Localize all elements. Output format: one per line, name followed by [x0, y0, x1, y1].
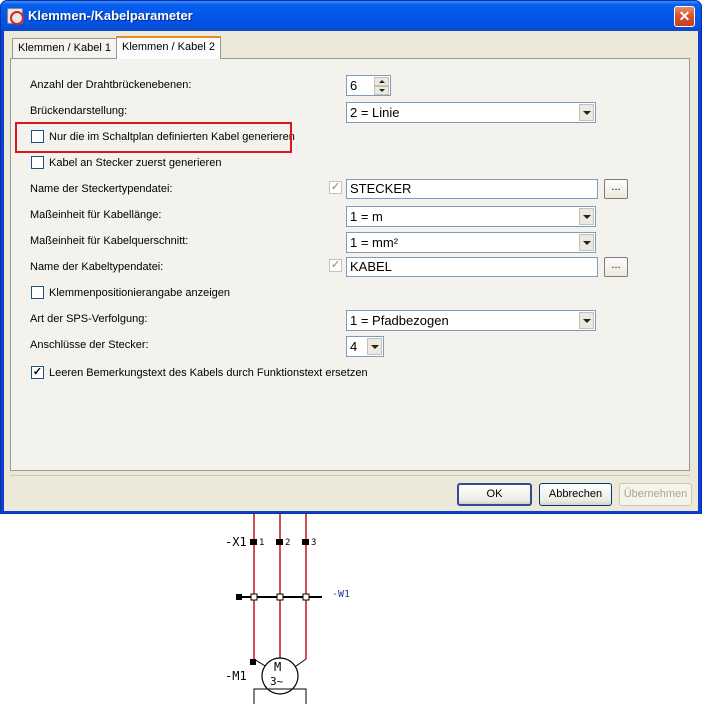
motor-letter: M	[274, 660, 282, 674]
kabeltyp-browse-button[interactable]: ...	[604, 257, 628, 277]
darstellung-value: 2 = Linie	[350, 105, 400, 120]
dialog-client	[4, 31, 698, 511]
uebernehmen-button[interactable]: Übernehmen	[619, 483, 692, 506]
laenge-select[interactable]	[346, 206, 596, 227]
anzahl-value: 6	[350, 78, 358, 93]
leeren-checkbox[interactable]: ✓	[32, 366, 43, 378]
motor-label: -M1	[225, 669, 247, 683]
anschluesse-select[interactable]	[346, 336, 384, 357]
terminal-number-2: 2	[285, 538, 291, 548]
title-bar[interactable]	[1, 1, 701, 31]
chevron-down-icon[interactable]	[579, 104, 594, 121]
steckertyp-label: Name der Steckertypendatei:	[30, 183, 173, 195]
motor-marker	[250, 659, 256, 665]
wires	[254, 514, 306, 659]
chevron-down-icon[interactable]	[367, 338, 382, 355]
button-separator	[10, 475, 690, 476]
steckertyp-browse-button[interactable]: ...	[604, 179, 628, 199]
sps-select[interactable]	[346, 310, 596, 331]
ok-button[interactable]: OK	[457, 483, 532, 506]
querschnitt-label: Maßeinheit für Kabelquerschnitt:	[30, 235, 189, 247]
motor-phase: 3~	[270, 675, 284, 688]
steckertyp-checkbox[interactable]: ✓	[330, 181, 341, 193]
abbrechen-button[interactable]: Abbrechen	[539, 483, 612, 506]
kabeltyp-input[interactable]: KABEL	[346, 257, 598, 277]
chevron-down-icon[interactable]	[579, 208, 594, 225]
tab-klemmen-kabel-1[interactable]: Klemmen / Kabel 1	[12, 38, 117, 58]
stecker-zuerst-label: Kabel an Stecker zuerst generieren	[49, 157, 222, 169]
anzahl-label: Anzahl der Drahtbrückenebenen:	[30, 79, 192, 91]
spin-up-icon[interactable]	[374, 77, 389, 86]
kabeltyp-label: Name der Kabeltypendatei:	[30, 261, 164, 273]
sps-value: 1 = Pfadbezogen	[350, 313, 449, 328]
kabeltyp-checkbox[interactable]: ✓	[330, 259, 341, 271]
querschnitt-select[interactable]	[346, 232, 596, 253]
chevron-down-icon[interactable]	[579, 234, 594, 251]
spin-down-icon[interactable]	[374, 86, 389, 95]
terminal-label: -X1	[225, 535, 247, 549]
querschnitt-value: 1 = mm²	[350, 235, 399, 250]
sps-label: Art der SPS-Verfolgung:	[30, 313, 148, 325]
anschluesse-label: Anschlüsse der Stecker:	[30, 339, 149, 351]
chevron-down-icon[interactable]	[579, 312, 594, 329]
laenge-label: Maßeinheit für Kabellänge:	[30, 209, 162, 221]
darstellung-select[interactable]	[346, 102, 596, 123]
red-highlight-frame	[15, 122, 292, 153]
leeren-label: Leeren Bemerkungstext des Kabels durch Funktionstext ersetzen	[49, 367, 368, 379]
klemmenpos-checkbox[interactable]	[31, 286, 44, 299]
tab-klemmen-kabel-2[interactable]: Klemmen / Kabel 2	[116, 36, 221, 59]
cable-label: -W1	[332, 589, 351, 600]
window-title: Klemmen-/Kabelparameter	[28, 8, 193, 23]
terminal-number-1: 1	[259, 538, 265, 548]
anzahl-spinner[interactable]	[346, 75, 391, 96]
steckertyp-input[interactable]: STECKER	[346, 179, 598, 199]
schematic-drawing	[0, 514, 702, 713]
anschluesse-value: 4	[350, 339, 358, 354]
close-button[interactable]: ✕	[674, 6, 695, 27]
tab-panel	[10, 58, 690, 471]
nur-kabel-label: Nur die im Schaltplan definierten Kabel generieren	[49, 131, 295, 143]
stecker-zuerst-checkbox[interactable]	[31, 156, 44, 169]
cable-end-marker	[236, 594, 242, 600]
laenge-value: 1 = m	[350, 209, 383, 224]
terminal-number-3: 3	[311, 538, 317, 548]
darstellung-label: Brückendarstellung:	[30, 105, 128, 117]
app-icon	[7, 8, 23, 24]
klemmenpos-label: Klemmenpositionierangabe anzeigen	[49, 287, 231, 299]
